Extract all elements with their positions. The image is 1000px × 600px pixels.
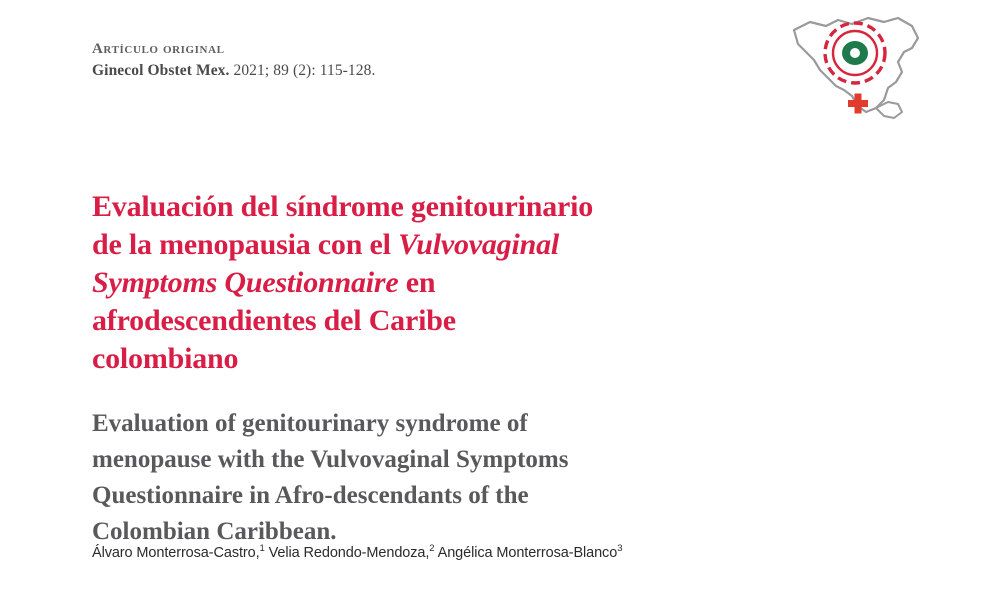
title-es-italic-1: Vulvovaginal — [398, 228, 560, 262]
author-name: Álvaro Monterrosa-Castro, — [92, 544, 260, 561]
author-name: Velia Redondo-Mendoza, — [268, 544, 430, 561]
article-type-kicker: Artículo original — [92, 41, 225, 57]
article-title-spanish — [92, 188, 692, 378]
logo-emblem-center — [850, 48, 860, 58]
author-list — [92, 543, 792, 561]
article-header — [92, 40, 612, 80]
article-title-english — [92, 406, 702, 550]
citation-volume-pages: 2021; 89 (2): 115-128. — [233, 62, 376, 79]
title-es-italic-2: Symptoms Questionnaire — [92, 266, 399, 300]
author-affiliation-marker: 1 — [259, 543, 265, 554]
journal-name: Ginecol Obstet Mex. — [92, 62, 230, 79]
title-es-line-5: colombiano — [92, 342, 239, 376]
journal-citation — [92, 62, 612, 80]
author-name: Angélica Monterrosa-Blanco — [437, 544, 618, 561]
title-en-line-1: Evaluation of genitourinary syndrome of — [92, 409, 528, 437]
title-en-line-4: Colombian Caribbean. — [92, 517, 337, 545]
page-margin-rule — [0, 0, 6, 600]
title-es-line-4: afrodescendientes del Caribe — [92, 304, 456, 338]
title-es-line-2: de la menopausia con el — [92, 228, 399, 262]
title-es-line-1: Evaluación del síndrome genitourinario — [92, 190, 594, 224]
journal-logo — [780, 8, 930, 128]
title-en-line-3: Questionnaire in Afro-descendants of the — [92, 481, 529, 509]
title-es-line-3: en — [398, 266, 436, 300]
author-affiliation-marker: 3 — [617, 543, 623, 554]
title-en-line-2: menopause with the Vulvovaginal Symptoms — [92, 445, 569, 473]
author-affiliation-marker: 2 — [429, 543, 435, 554]
